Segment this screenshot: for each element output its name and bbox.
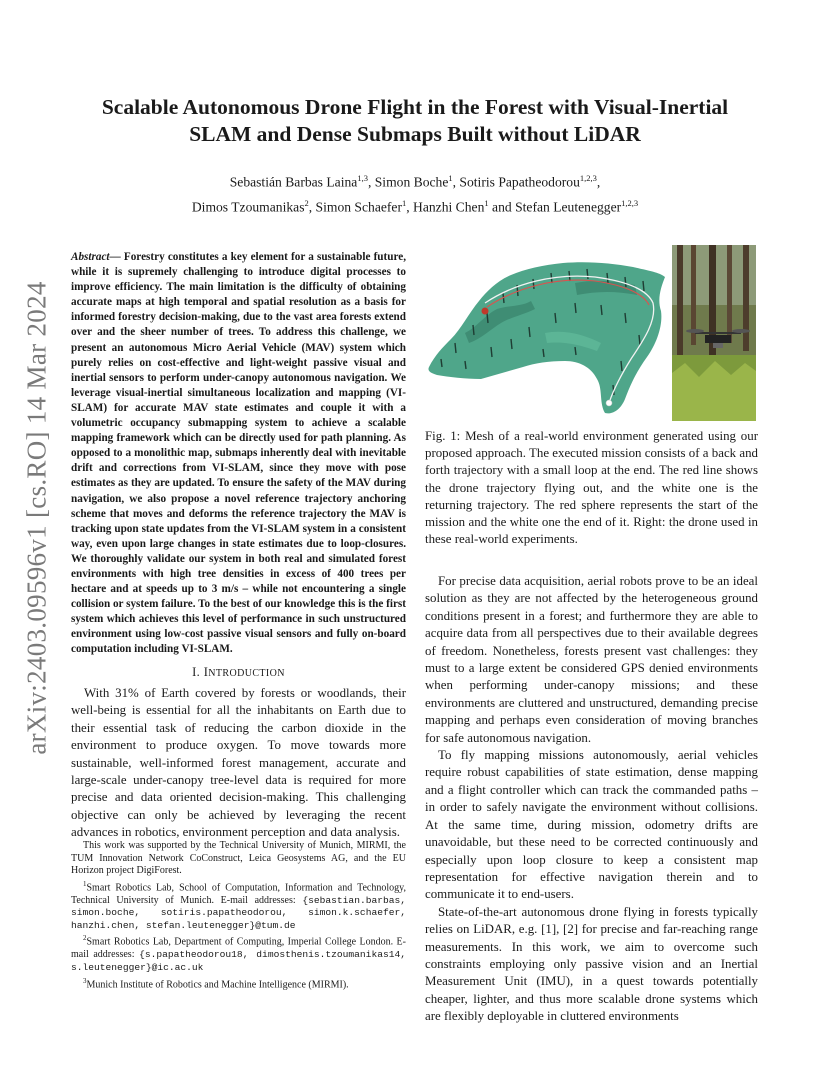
authors-line-1: Sebastián Barbas Laina$^{1,3}$, Simon Boche$^1$, Sotiris Papatheodorou$^{1,2,3}$,	[229, 173, 601, 190]
body-paragraph: To fly mapping missions autonomously, aerial vehicles require robust capabilities of state estimation, dense mapping and a flight controller which can track the commanded paths – in order to safely navigate the environment without collisions. At the same time, during mission, odometry drifts are unavoidable, but these need to be corrected continuously and especially upon loop closure to keep a consistent map representation for effective navigation therein and to communicate it to end-users.	[425, 748, 758, 902]
intro-column	[71, 685, 406, 842]
author-list	[90, 168, 740, 217]
body-paragraph: State-of-the-art autonomous drone flying in forests typically relies on LiDAR, e.g. [1], [2] for precise and far-reaching range measurements. In this work, we aim to overcome such constraints employing only passive vision and an Inertial Measurement Unit (IMU), in a quest towards potentially cheaper, lighter, and thus more scalable drone systems which are flexibly deployable in cluttered environments	[425, 904, 758, 1024]
section-title: INTRODUCTION	[203, 665, 285, 679]
author-affiliation: 1,3	[357, 173, 368, 183]
author-affiliation: 1	[448, 173, 453, 183]
figure-1-caption: Fig. 1: Mesh of a real-world environment generated using our proposed approach. The executed mission consists of a back and forth trajectory with a small loop at the end. The red line shows the drone trajectory flying out, and the white one is the returning trajectory. The red sphere represents the start of the mission and the white one the end of it. Right: the drone used in these real-world experiments.	[425, 429, 758, 547]
author-name: Simon Schaefer	[315, 199, 402, 215]
footnote-2: $^2$Smart Robotics Lab, Department of Computing, Imperial College London. E-mail addresses: {s.papatheodorou18, dimosthenis.tzoumanikas14, s.leutenegger}@ic.ac.uk	[71, 934, 406, 973]
footnote-1: $^1$Smart Robotics Lab, School of Computation, Information and Technology, Technical University of Munich. E-mail addresses: {sebastian.barbas, simon.boche, sotiris.papatheodorou, simon.k.schaefer, hanzhi.chen, stefan.leutenegger}@tum.de	[71, 879, 407, 931]
section-heading-introduction	[71, 665, 406, 680]
abstract	[71, 250, 406, 658]
forest-mesh-image	[428, 262, 665, 413]
author-name: Sebastián Barbas Laina	[229, 174, 358, 190]
author-name: Simon Boche	[374, 174, 449, 190]
start-sphere	[482, 308, 489, 315]
author-name: Dimos Tzoumanikas	[191, 199, 305, 215]
title-line-1: Scalable Autonomous Drone Flight in the Forest with Visual-Inertial	[101, 95, 729, 119]
section-number: I.	[192, 665, 201, 679]
arxiv-identifier: arXiv:2403.09596v1 [cs.RO] 14 Mar 2024	[21, 281, 52, 755]
author-affiliation: 2	[304, 197, 309, 208]
abstract-text: — Forestry constitutes a key element for a sustainable future, while it is supremely challenging to introduce digital processes to improve efficiency. The main limitation is the difficulty of obtaining accurate maps at high temporal and spatial resolution as a basis for informed forestry decision-making, due to the vast area forests extend over and the sheer number of trees. To address this challenge, we present an autonomous Micro Aerial Vehicle (MAV) system which purely relies on cost-effective and light-weight passive visual and inertial sensors to perform under-canopy autonomous navigation. We leverage visual-inertial simultaneous localization and mapping (VI-SLAM) for accurate MAV state estimates and couple it with a volumetric occupancy submapping system to achieve a scalable mapping framework which can be directly used for path planning. As opposed to a monolithic map, submaps inherently deal with inevitable drift and corrections from VI-SLAM, since they move with pose estimates as they are updated. To ensure the safety of the MAV during navigation, we also propose a novel reference trajectory anchoring scheme that moves and deforms the reference trajectory the MAV is tracking upon state updates from the VI-SLAM system in a consistent way, even upon large changes in state estimates due to loop-closures. We thoroughly validate our system in both real and simulated forest environments with high tree densities in excess of 400 trees per hectare and at speeds up to 3 m/s – while not encountering a single collision or system failure. To the best of our knowledge this is the first system which achieves this level of performance in such unstructured environment using low-cost passive visual sensors and fully on-board computation including VI-SLAM.	[71, 251, 407, 656]
arxiv-sidebar	[20, 283, 54, 753]
author-name: Sotiris Papatheodorou	[459, 174, 580, 190]
body-paragraph: For precise data acquisition, aerial robots prove to be an ideal solution as they are not affected by the heterogeneous ground conditions present in a forest; and furthermore they are able to acquire data from all perspectives due to their available degrees of freedom. Nonetheless, forests present vast challenges: they must to a large extent be considered GPS denied environments when performing under-canopy missions; and these environments are cluttered and unstructured, demanding precise mapping and perhaps even consideration of moving branches for safe autonomous navigation.	[425, 574, 758, 745]
author-name: Hanzhi Chen	[413, 199, 485, 215]
title-line-2: SLAM and Dense Submaps Built without LiDAR	[189, 122, 641, 146]
figure-1	[425, 243, 758, 423]
author-affiliation: 1,2,3	[621, 197, 639, 208]
paper-title	[70, 94, 760, 148]
right-column-body	[425, 573, 758, 1026]
author-and: and	[492, 199, 512, 215]
author-affiliation: 1	[401, 197, 407, 208]
abstract-label: Abstract	[71, 251, 110, 263]
author-affiliation: 1,2,3	[579, 173, 597, 183]
footnote-2-emails: {s.papatheodorou18, dimosthenis.tzoumanikas14, s.leutenegger}@ic.ac.uk	[71, 949, 406, 973]
intro-paragraph: With 31% of Earth covered by forests or woodlands, their well-being is essential for all the inhabitants on Earth due to their essential task of reducing the carbon dioxide in the environment to produce oxygen. To move towards more sustainable, well-informed forest management, accurate and large-scale under-canopy tree-level data is required for more precise and data oriented decision-making. This challenging objective can only be achieved by leveraging the recent advances in robotics, environment perception and data analysis.	[71, 686, 406, 840]
author-name: Stefan Leutenegger	[515, 199, 622, 215]
author-affiliation: 1	[484, 197, 489, 208]
footnotes	[71, 840, 406, 992]
footnote-support: This work was supported by the Technical University of Munich, MIRMI, the TUM Innovation Network CoConstruct, Leica Geosystems AG, and the EU Horizon project DigiForest.	[71, 840, 406, 877]
drone-photo	[672, 245, 756, 421]
figure-1-image	[425, 243, 758, 423]
footnote-1-emails: {sebastian.barbas, simon.boche, sotiris.papatheodorou, simon.k.schaefer, hanzhi.chen, stefan.leutenegger}@tum.de	[71, 894, 407, 931]
footnote-3: $^3$Munich Institute of Robotics and Machine Intelligence (MIRMI).	[83, 976, 349, 990]
authors-line-2: Dimos Tzoumanikas$^2$, Simon Schaefer$^1$, Hanzhi Chen$^1$ and Stefan Leutenegger$^{1,2,3}$	[191, 197, 639, 215]
end-sphere	[606, 400, 612, 406]
